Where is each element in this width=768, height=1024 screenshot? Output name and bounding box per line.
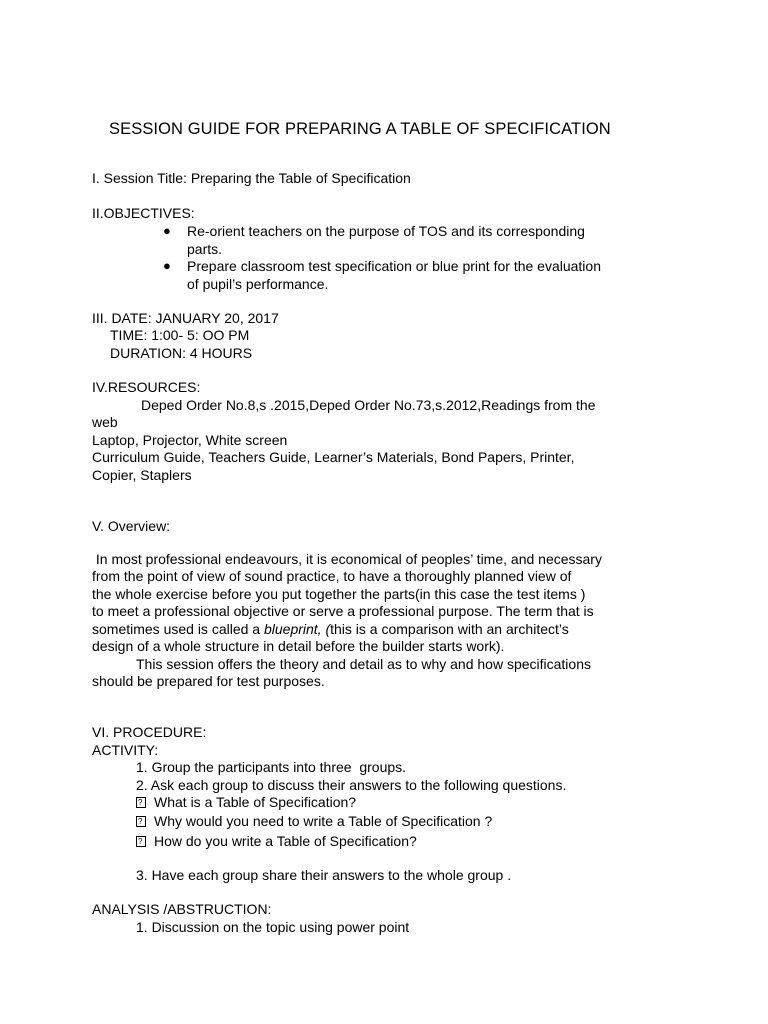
analysis-step: 1. Discussion on the topic using power point xyxy=(136,919,410,935)
overview-line: should be prepared for test purposes. xyxy=(92,673,325,689)
overview-text: sometimes used is called a xyxy=(92,621,264,637)
bullet-icon: ● xyxy=(163,223,171,238)
procedure-step: 1. Group the participants into three groups. xyxy=(136,759,407,775)
procedure-step: 2. Ask each group to discuss their answers to the following questions. xyxy=(136,777,567,793)
question-item xyxy=(136,832,417,850)
overview-line: from the point of view of sound practice, to have a thoroughly planned view of xyxy=(92,568,572,584)
overview-line: design of a whole structure in detail before the builder starts work). xyxy=(92,638,505,654)
overview-line: In most professional endeavours, it is economical of peoples’ time, and necessary xyxy=(92,551,602,567)
question-text: What is a Table of Specification? xyxy=(154,794,357,810)
overview-text: this is a comparison with an architect’s xyxy=(330,621,569,637)
resources-line: web xyxy=(92,414,118,430)
resources-line: Laptop, Projector, White screen xyxy=(92,432,288,448)
duration-line: DURATION: 4 HOURS xyxy=(110,345,253,361)
resources-line: Curriculum Guide, Teachers Guide, Learner’s Materials, Bond Papers, Printer, xyxy=(92,449,575,465)
overview-line xyxy=(92,620,569,638)
procedure-heading: VI. PROCEDURE: xyxy=(92,724,207,740)
activity-heading: ACTIVITY: xyxy=(92,742,159,758)
resources-line: Copier, Staplers xyxy=(92,467,192,483)
document-title: SESSION GUIDE FOR PREPARING A TABLE OF SPECIFICATION xyxy=(109,120,611,138)
question-text: Why would you need to write a Table of Specification ? xyxy=(154,813,493,829)
missing-glyph-icon xyxy=(136,797,146,808)
session-title-line: I. Session Title: Preparing the Table of Specification xyxy=(92,170,411,186)
time-line: TIME: 1:00- 5: OO PM xyxy=(110,327,250,343)
date-line: III. DATE: JANUARY 20, 2017 xyxy=(92,310,279,326)
objective-2-line2: of pupil’s performance. xyxy=(187,276,329,292)
objectives-heading: II.OBJECTIVES: xyxy=(92,205,195,221)
analysis-heading: ANALYSIS /ABSTRUCTION: xyxy=(92,901,272,917)
resources-heading: IV.RESOURCES: xyxy=(92,379,201,395)
resources-line: Deped Order No.8,s .2015,Deped Order No.73,s.2012,Readings from the xyxy=(141,397,596,413)
missing-glyph-icon xyxy=(136,836,146,847)
question-item xyxy=(136,793,356,811)
overview-line: the whole exercise before you put together the parts(in this case the test items ) xyxy=(92,586,586,602)
missing-glyph-icon xyxy=(136,816,146,827)
overview-line: This session offers the theory and detail as to why and how specifications xyxy=(136,656,591,672)
objective-1-line2: parts. xyxy=(187,241,223,257)
overview-heading: V. Overview: xyxy=(92,518,171,534)
blueprint-italic: blueprint, ( xyxy=(263,621,331,637)
objective-2-line1: Prepare classroom test specification or blue print for the evaluation xyxy=(187,258,601,274)
question-item xyxy=(136,812,492,830)
procedure-step: 3. Have each group share their answers to the whole group . xyxy=(136,867,512,883)
bullet-icon: ● xyxy=(163,258,171,273)
objective-1-line1: Re-orient teachers on the purpose of TOS and its corresponding xyxy=(187,223,585,239)
overview-line: to meet a professional objective or serve a professional purpose. The term that is xyxy=(92,603,594,619)
question-text: How do you write a Table of Specification? xyxy=(154,833,417,849)
